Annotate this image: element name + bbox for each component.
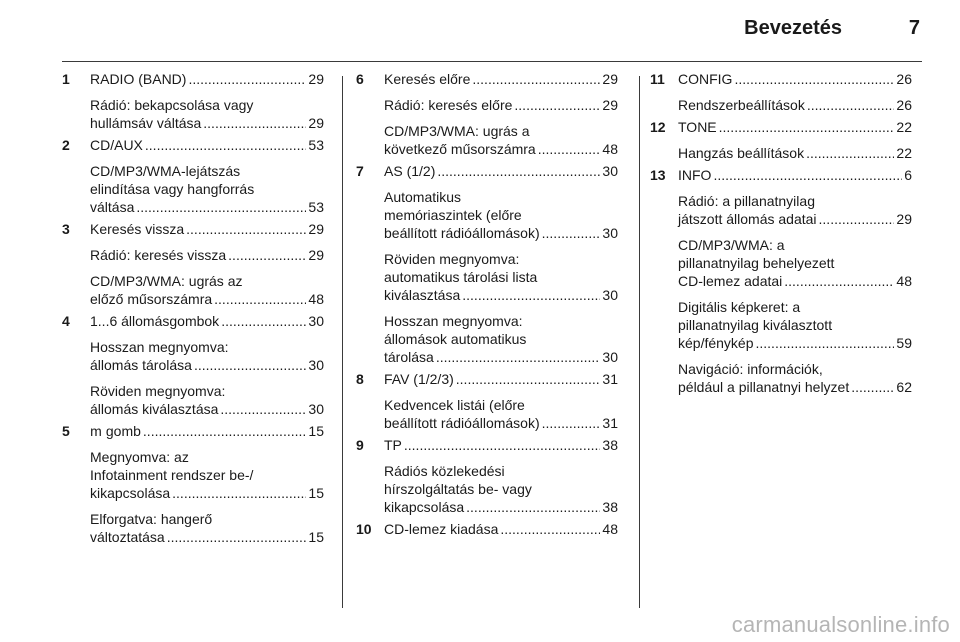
sub-line: pillanatnyilag kiválasztott	[678, 317, 833, 333]
leader-dots	[784, 272, 894, 290]
sub-line: Hosszan megnyomva:	[90, 339, 229, 355]
sub-line: pillanatnyilag behelyezett	[678, 255, 835, 271]
entry-line	[90, 136, 324, 154]
leader-dots	[437, 162, 600, 180]
entry-label: INFO	[678, 167, 712, 183]
sub-line	[384, 348, 618, 366]
sub-line	[90, 114, 324, 132]
leader-dots	[851, 378, 894, 396]
leader-dots	[462, 286, 600, 304]
toc-entry-10	[356, 520, 618, 538]
entry-number: 4	[62, 313, 70, 329]
entry-line	[678, 70, 912, 88]
page-number: 7	[908, 17, 920, 39]
entry-label: 1...6 állomásgombok	[90, 313, 220, 329]
sub-page: 30	[602, 349, 618, 365]
entry-page: 6	[904, 167, 912, 183]
sub-line: CD/MP3/WMA: ugrás az	[90, 273, 243, 289]
sub-label: beállított rádióállomások)	[384, 225, 540, 241]
sub-page: 29	[308, 247, 324, 263]
leader-dots	[472, 70, 600, 88]
entry-page: 29	[308, 71, 324, 87]
entry-page: 30	[308, 313, 324, 329]
entry-page: 38	[602, 437, 618, 453]
sub-page: 48	[896, 273, 912, 289]
entry-number: 12	[650, 119, 666, 135]
sub-line	[678, 210, 912, 228]
sub-label: előző műsorszámra	[90, 291, 213, 307]
toc-entry-3	[62, 220, 324, 308]
leader-dots	[188, 70, 306, 88]
sub-line	[90, 400, 324, 418]
entry-number: 1	[62, 71, 70, 87]
entry-label-text: gomb	[105, 423, 141, 439]
leader-dots	[807, 96, 895, 114]
sub-line: Röviden megnyomva:	[384, 251, 520, 267]
entry-label: FAV (1/2/3)	[384, 371, 454, 387]
sub-line	[384, 498, 618, 516]
toc-entry-11	[650, 70, 912, 114]
sub-line: Rádiós közlekedési	[384, 463, 505, 479]
entry-line	[384, 520, 618, 538]
sub-label: Hangzás beállítások	[678, 145, 805, 161]
sub-line: Infotainment rendszer be-/	[90, 467, 254, 483]
sub-line: memóriaszintek (előre	[384, 207, 522, 223]
header-rule	[62, 61, 922, 62]
sub-label: váltása	[90, 199, 135, 215]
leader-dots	[500, 520, 600, 538]
sub-line: Elforgatva: hangerő	[90, 511, 213, 527]
column-3	[650, 70, 912, 396]
sub-label: beállított rádióállomások)	[384, 415, 540, 431]
entry-number: 6	[356, 71, 364, 87]
leader-dots	[203, 114, 306, 132]
sub-label: kiválasztása	[384, 287, 461, 303]
column-divider-2	[639, 76, 640, 608]
sub-line	[384, 414, 618, 432]
entry-line	[90, 70, 324, 88]
sub-line: CD/MP3/WMA: a	[678, 237, 785, 253]
leader-dots	[538, 140, 601, 158]
column-divider-1	[342, 76, 343, 608]
sub-line: állomások automatikus	[384, 331, 527, 347]
toc-entry-4	[62, 312, 324, 418]
sub-page: 29	[896, 211, 912, 227]
entry-page: 48	[602, 521, 618, 537]
leader-dots	[404, 436, 601, 454]
leader-dots	[172, 484, 306, 502]
leader-dots	[819, 210, 895, 228]
toc-entry-1	[62, 70, 324, 132]
sub-label: hullámsáv váltása	[90, 115, 202, 131]
sub-line: Hosszan megnyomva:	[384, 313, 523, 329]
sub-page: 26	[896, 97, 912, 113]
sub-line	[384, 96, 618, 114]
sub-line: Megnyomva: az	[90, 449, 189, 465]
entry-line	[678, 166, 912, 184]
sub-page: 59	[896, 335, 912, 351]
entry-number: 9	[356, 437, 364, 453]
entry-label: CONFIG	[678, 71, 733, 87]
sub-line	[678, 144, 912, 162]
sub-label: kikapcsolása	[384, 499, 465, 515]
page-title: Bevezetés	[744, 17, 842, 39]
leader-dots	[221, 312, 306, 330]
sub-page: 29	[602, 97, 618, 113]
toc-entry-6	[356, 70, 618, 158]
entry-label: RADIO (BAND)	[90, 71, 187, 87]
entry-page: 53	[308, 137, 324, 153]
sub-label: Rádió: keresés előre	[384, 97, 513, 113]
entry-label: TP	[384, 437, 402, 453]
sub-page: 31	[602, 415, 618, 431]
column-1	[62, 70, 324, 546]
entry-page: 31	[602, 371, 618, 387]
entry-line	[384, 370, 618, 388]
sub-line: Rádió: a pillanatnyilag	[678, 193, 815, 209]
sub-line	[90, 246, 324, 264]
toc-entry-8	[356, 370, 618, 432]
leader-dots	[713, 166, 902, 184]
sub-label: Rendszerbeállítások	[678, 97, 805, 113]
sub-page: 48	[308, 291, 324, 307]
leader-dots	[542, 414, 601, 432]
entry-line	[90, 312, 324, 330]
leader-dots	[734, 70, 894, 88]
sub-line: Digitális képkeret: a	[678, 299, 801, 315]
leader-dots	[466, 498, 600, 516]
sub-line	[90, 484, 324, 502]
entry-number: 11	[650, 71, 665, 87]
sub-page: 48	[602, 141, 618, 157]
leader-dots	[456, 370, 601, 388]
sub-page: 30	[602, 287, 618, 303]
sub-label: CD-lemez adatai	[678, 273, 783, 289]
entry-page: 15	[308, 423, 324, 439]
entry-page: 30	[602, 163, 618, 179]
column-2	[356, 70, 618, 538]
sub-label: Rádió: keresés vissza	[90, 247, 227, 263]
sub-line: Rádió: bekapcsolása vagy	[90, 97, 254, 113]
entry-page: 29	[308, 221, 324, 237]
sub-line	[90, 198, 324, 216]
toc-entry-13	[650, 166, 912, 396]
entry-label: TONE	[678, 119, 717, 135]
entry-label: Keresés előre	[384, 71, 471, 87]
sub-label: például a pillanatnyi helyzet	[678, 379, 850, 395]
entry-page: 26	[896, 71, 912, 87]
sub-label: tárolása	[384, 349, 434, 365]
sub-line: Röviden megnyomva:	[90, 383, 226, 399]
sub-line: hírszolgáltatás be- vagy	[384, 481, 532, 497]
sub-line	[90, 290, 324, 308]
sub-page: 30	[602, 225, 618, 241]
entry-line	[90, 422, 324, 440]
leader-dots	[719, 118, 895, 136]
sub-line	[384, 140, 618, 158]
leader-dots	[186, 220, 306, 238]
leader-dots	[220, 400, 306, 418]
sub-line	[678, 96, 912, 114]
sub-line: Automatikus	[384, 189, 462, 205]
page-header	[0, 0, 960, 50]
sub-page: 29	[308, 115, 324, 131]
entry-page: 29	[602, 71, 618, 87]
leader-dots	[143, 422, 307, 440]
entry-label: Keresés vissza	[90, 221, 185, 237]
sub-page: 30	[308, 357, 324, 373]
leader-dots	[514, 96, 600, 114]
entry-number: 13	[650, 167, 666, 183]
sub-line: Navigáció: információk,	[678, 361, 823, 377]
power-knob-icon: m	[90, 423, 102, 439]
entry-label: CD/AUX	[90, 137, 143, 153]
leader-dots	[194, 356, 306, 374]
entry-number: 7	[356, 163, 364, 179]
entry-line	[678, 118, 912, 136]
sub-line: CD/MP3/WMA-lejátszás	[90, 163, 241, 179]
watermark: carmanualsonline.info	[731, 612, 950, 637]
leader-dots	[214, 290, 306, 308]
sub-line	[678, 334, 912, 352]
sub-line	[384, 224, 618, 242]
sub-page: 15	[308, 529, 324, 545]
sub-line	[384, 286, 618, 304]
leader-dots	[145, 136, 307, 154]
leader-dots	[167, 528, 307, 546]
sub-page: 53	[308, 199, 324, 215]
leader-dots	[228, 246, 306, 264]
entry-label	[90, 422, 141, 440]
sub-label: kép/fénykép	[678, 335, 754, 351]
sub-label: állomás tárolása	[90, 357, 192, 373]
toc-entry-7	[356, 162, 618, 366]
sub-line: automatikus tárolási lista	[384, 269, 538, 285]
sub-page: 15	[308, 485, 324, 501]
sub-page: 22	[896, 145, 912, 161]
entry-label: CD-lemez kiadása	[384, 521, 499, 537]
sub-line: Kedvencek listái (előre	[384, 397, 525, 413]
entry-number: 2	[62, 137, 70, 153]
leader-dots	[806, 144, 894, 162]
toc-entry-2	[62, 136, 324, 216]
leader-dots	[436, 348, 601, 366]
sub-line: elindítása vagy hangforrás	[90, 181, 255, 197]
leader-dots	[136, 198, 306, 216]
sub-label: változtatása	[90, 529, 165, 545]
entry-line	[384, 70, 618, 88]
entry-number: 8	[356, 371, 364, 387]
entry-line	[384, 436, 618, 454]
sub-page: 38	[602, 499, 618, 515]
sub-label: kikapcsolása	[90, 485, 171, 501]
entry-line	[90, 220, 324, 238]
sub-line	[90, 528, 324, 546]
entry-page: 22	[896, 119, 912, 135]
toc-entry-9	[356, 436, 618, 516]
sub-line	[678, 378, 912, 396]
sub-label: következő műsorszámra	[384, 141, 536, 157]
sub-page: 30	[308, 401, 324, 417]
entry-line	[384, 162, 618, 180]
toc-entry-5	[62, 422, 324, 546]
leader-dots	[542, 224, 601, 242]
sub-label: állomás kiválasztása	[90, 401, 219, 417]
sub-line: CD/MP3/WMA: ugrás a	[384, 123, 530, 139]
sub-line	[678, 272, 912, 290]
toc-entry-12	[650, 118, 912, 162]
entry-number: 5	[62, 423, 70, 439]
leader-dots	[756, 334, 895, 352]
entry-number: 3	[62, 221, 70, 237]
sub-label: játszott állomás adatai	[678, 211, 817, 227]
entry-label: AS (1/2)	[384, 163, 436, 179]
sub-line	[90, 356, 324, 374]
entry-number: 10	[356, 521, 372, 537]
sub-page: 62	[896, 379, 912, 395]
